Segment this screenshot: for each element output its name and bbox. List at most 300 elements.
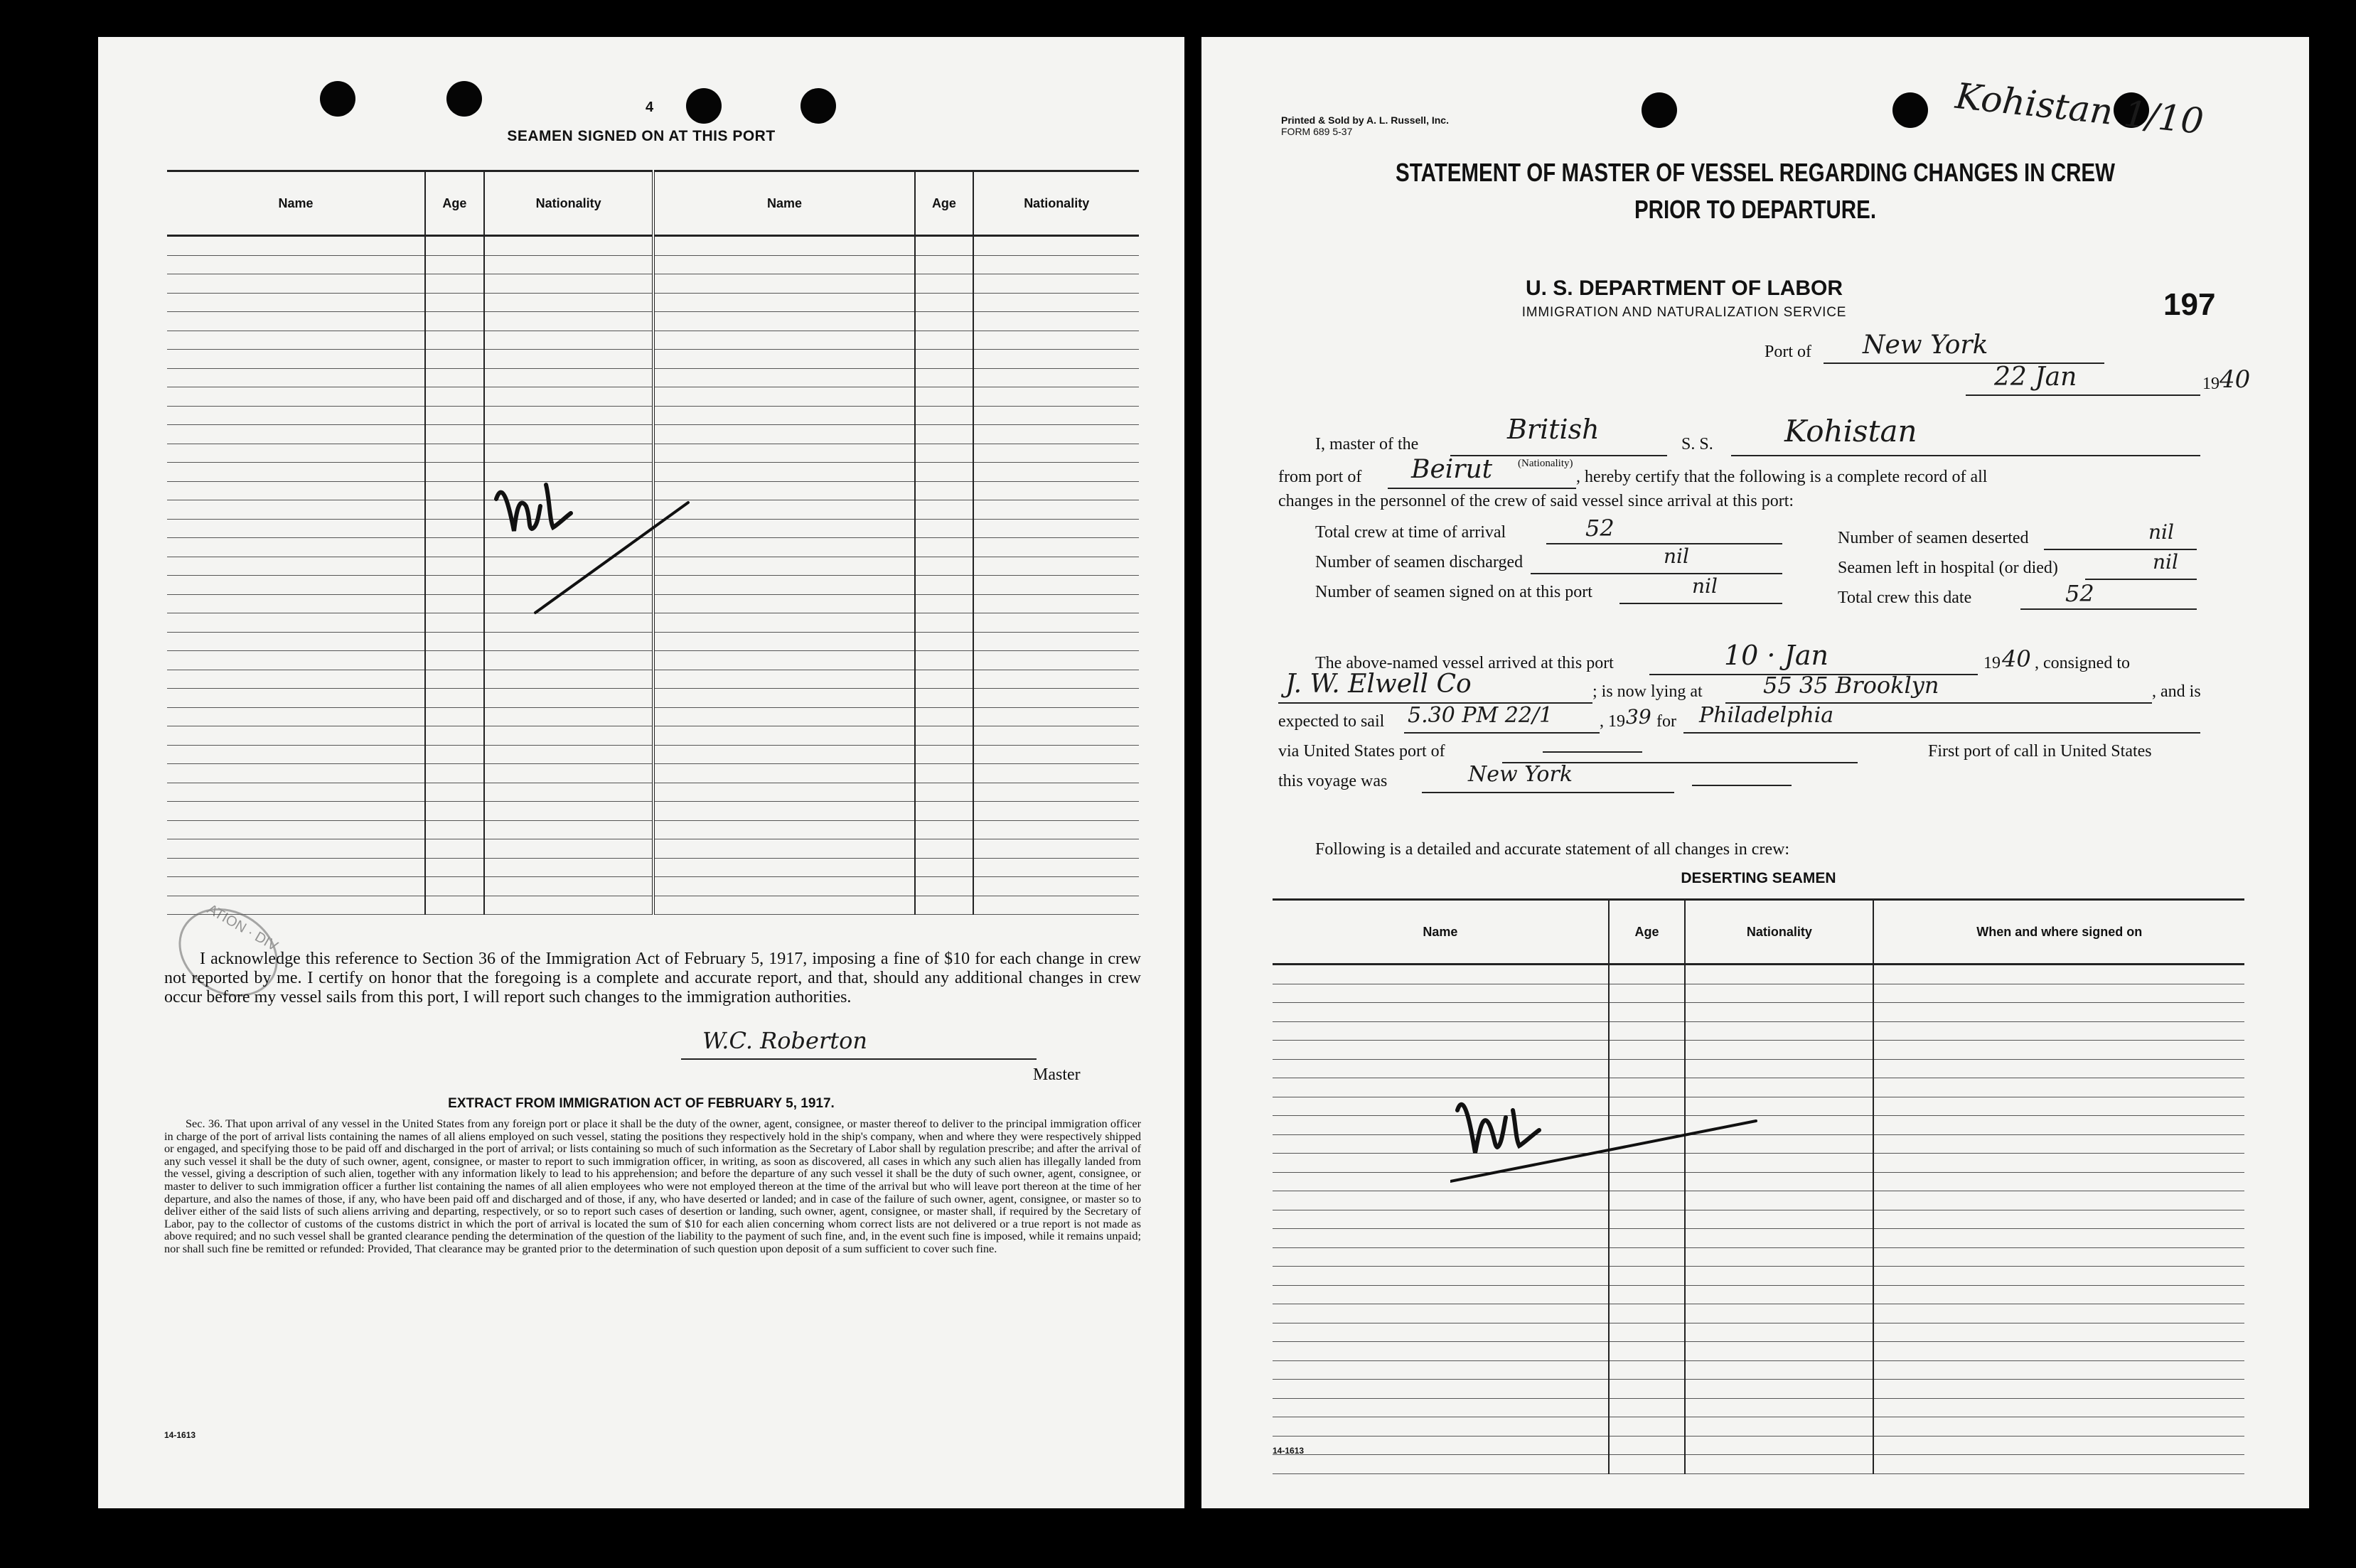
table-cell (425, 839, 484, 859)
col-header: Nationality (1685, 900, 1873, 965)
table-cell (973, 406, 1139, 425)
voyage-extra-line (1692, 785, 1792, 786)
table-cell (915, 444, 974, 463)
table-row (167, 331, 1139, 350)
table-cell (915, 519, 974, 538)
table-cell (1273, 1380, 1609, 1399)
table-row (1273, 1304, 2244, 1323)
discharged-label: Number of seamen discharged (1315, 553, 1524, 571)
table-cell (915, 651, 974, 670)
table-cell (425, 481, 484, 500)
table-cell (484, 293, 654, 312)
discharged-line (1531, 573, 1782, 574)
right-page (1201, 37, 2309, 1508)
table-cell (1609, 1003, 1686, 1022)
table-cell (915, 670, 974, 689)
table-cell (915, 557, 974, 576)
table-row (167, 387, 1139, 407)
table-cell (484, 896, 654, 915)
table-cell (1873, 1059, 2244, 1078)
total-date-line (2020, 608, 2197, 610)
handwritten-nil-mark (482, 456, 710, 627)
table-cell (425, 312, 484, 331)
table-row (167, 745, 1139, 764)
and-is-label: , and is (2152, 682, 2201, 701)
following-text: Following is a detailed and accurate statement of all changes in crew: (1315, 840, 1790, 859)
table-cell (973, 896, 1139, 915)
table-cell (653, 632, 914, 651)
table-cell (973, 820, 1139, 839)
table-cell (653, 764, 914, 783)
table-cell (973, 670, 1139, 689)
total-arrival-label: Total crew at time of arrival (1315, 523, 1506, 542)
table-cell (973, 745, 1139, 764)
table-cell (425, 463, 484, 482)
table-cell (167, 444, 425, 463)
table-cell (973, 274, 1139, 294)
consigned-label: , consigned to (2035, 654, 2130, 672)
table-cell (653, 425, 914, 444)
table-cell (915, 255, 974, 274)
table-cell (1273, 1285, 1609, 1304)
table-cell (915, 293, 974, 312)
table-cell (973, 632, 1139, 651)
table-cell (973, 255, 1139, 274)
table-cell (167, 274, 425, 294)
table-cell (1609, 1041, 1686, 1060)
table-cell (167, 368, 425, 387)
year-value: 40 (2220, 365, 2251, 394)
table-cell (973, 594, 1139, 613)
table-row (167, 312, 1139, 331)
table-cell (484, 425, 654, 444)
col-header: Name (653, 171, 914, 236)
table-cell (1273, 1247, 1609, 1267)
table-cell (915, 707, 974, 726)
table-row (167, 896, 1139, 915)
table-cell (1873, 1380, 2244, 1399)
table-cell (425, 632, 484, 651)
table-cell (1273, 1021, 1609, 1041)
col-header: Age (915, 171, 974, 236)
table-cell (1685, 1210, 1873, 1229)
table-cell (1685, 1229, 1873, 1248)
table-row (1273, 1229, 2244, 1248)
destination-value: Philadelphia (1699, 703, 1834, 728)
table-cell (973, 802, 1139, 821)
table-cell (484, 745, 654, 764)
destination-line (1683, 732, 2200, 734)
table-cell (484, 707, 654, 726)
table-row (167, 368, 1139, 387)
table-cell (653, 820, 914, 839)
table-row (1273, 1003, 2244, 1022)
table-cell (973, 613, 1139, 633)
table-cell (425, 538, 484, 557)
table-cell (425, 255, 484, 274)
arrived-year-prefix: 19 (1983, 654, 2001, 672)
table-cell (973, 293, 1139, 312)
table-row (167, 651, 1139, 670)
table-cell (425, 877, 484, 896)
hospital-line (2085, 579, 2197, 580)
certify-text: , hereby certify that the following is a complete record of all (1576, 468, 1988, 486)
table-cell (484, 877, 654, 896)
table-cell (973, 500, 1139, 520)
table-cell (653, 406, 914, 425)
table-cell (1273, 1436, 1609, 1455)
page-number: 4 (646, 100, 654, 115)
table-cell (167, 557, 425, 576)
table-cell (167, 670, 425, 689)
vessel-name: Kohistan (1784, 414, 1917, 449)
table-cell (425, 557, 484, 576)
nationality-caption: (Nationality) (1518, 458, 1573, 469)
form-title-line2: PRIOR TO DEPARTURE. (1634, 195, 1877, 224)
table-cell (915, 594, 974, 613)
table-cell (1273, 965, 1609, 984)
table-cell (1685, 1380, 1873, 1399)
table-cell (425, 707, 484, 726)
service-name: IMMIGRATION AND NATURALIZATION SERVICE (1521, 305, 1847, 320)
table-cell (915, 463, 974, 482)
table-cell (484, 820, 654, 839)
table-cell (1609, 1267, 1686, 1286)
table-cell (915, 858, 974, 877)
table-cell (915, 745, 974, 764)
table-row (1273, 1417, 2244, 1437)
table-cell (915, 896, 974, 915)
table-cell (484, 274, 654, 294)
table-cell (973, 764, 1139, 783)
table-cell (973, 368, 1139, 387)
table-row (167, 802, 1139, 821)
printer-line: Printed & Sold by A. L. Russell, Inc. (1281, 114, 1449, 126)
table-cell (973, 444, 1139, 463)
table-cell (1873, 1247, 2244, 1267)
table-cell (915, 387, 974, 407)
table-cell (167, 689, 425, 708)
table-cell (1873, 1134, 2244, 1154)
table-cell (1685, 1304, 1873, 1323)
table-cell (653, 783, 914, 802)
table-cell (1685, 1285, 1873, 1304)
table-row (167, 783, 1139, 802)
table-cell (425, 293, 484, 312)
signature-line (681, 1058, 1037, 1060)
table-cell (167, 387, 425, 407)
table-cell (915, 820, 974, 839)
table-cell (915, 613, 974, 633)
table-cell (915, 576, 974, 595)
table-row (1273, 1210, 2244, 1229)
table-cell (167, 594, 425, 613)
expected-year-prefix: , 19 (1600, 712, 1625, 731)
table-cell (973, 783, 1139, 802)
table-cell (1685, 1436, 1873, 1455)
table-cell (167, 651, 425, 670)
table-row (167, 877, 1139, 896)
table-row (167, 350, 1139, 369)
table-cell (167, 745, 425, 764)
table-cell (653, 350, 914, 369)
expected-label: expected to sail (1278, 712, 1385, 731)
table-cell (167, 839, 425, 859)
port-value: New York (1863, 331, 1988, 360)
table-cell (167, 255, 425, 274)
table-row (1273, 1342, 2244, 1361)
expected-year-value: 39 (1626, 705, 1651, 729)
table-cell (653, 274, 914, 294)
table-cell (653, 368, 914, 387)
table-row (1273, 1436, 2244, 1455)
table-cell (1685, 1041, 1873, 1060)
master-label: Master (1033, 1065, 1081, 1084)
table-cell (1873, 1417, 2244, 1437)
table-cell (1609, 965, 1686, 984)
table-cell (973, 425, 1139, 444)
signed-on-value: nil (1692, 574, 1718, 598)
table-cell (425, 236, 484, 256)
punch-hole (320, 81, 355, 117)
punch-hole (800, 88, 836, 124)
table-cell (167, 632, 425, 651)
table-cell (1685, 1360, 1873, 1380)
table-cell (1873, 1455, 2244, 1474)
table-row (167, 274, 1139, 294)
table-cell (167, 707, 425, 726)
table-cell (915, 312, 974, 331)
total-arrival-value: 52 (1585, 515, 1615, 542)
table-cell (1273, 1398, 1609, 1417)
table-row (167, 425, 1139, 444)
table-cell (1873, 1078, 2244, 1097)
table-row (1273, 965, 2244, 984)
table-cell (484, 255, 654, 274)
table-row (1273, 1455, 2244, 1474)
table-row (167, 670, 1139, 689)
expected-line (1404, 732, 1600, 734)
table-cell (653, 236, 914, 256)
table-cell (1685, 1267, 1873, 1286)
lying-value: 55 35 Brooklyn (1763, 672, 1939, 699)
table-cell (425, 689, 484, 708)
punch-hole (1642, 92, 1677, 128)
document-number: 197 (2163, 287, 2216, 322)
table-cell (915, 274, 974, 294)
table-cell (1873, 1398, 2244, 1417)
date-value: 22 Jan (1994, 363, 2077, 392)
extract-title: EXTRACT FROM IMMIGRATION ACT OF FEBRUARY 5, 1917. (448, 1096, 835, 1111)
deserted-value: nil (2148, 520, 2174, 544)
table-row (1273, 1021, 2244, 1041)
table-row (167, 406, 1139, 425)
vessel-line (1731, 455, 2200, 456)
arrived-value: 10 · Jan (1724, 640, 1828, 671)
table-cell (653, 839, 914, 859)
punch-hole (446, 81, 482, 117)
date-line (1966, 394, 2200, 396)
table-row (167, 255, 1139, 274)
table-cell (653, 726, 914, 746)
first-port-label: First port of call in United States (1928, 742, 2152, 761)
table-cell (973, 312, 1139, 331)
table-cell (1873, 965, 2244, 984)
table-cell (1685, 1247, 1873, 1267)
certify-text-2: changes in the personnel of the crew of said vessel since arrival at this port: (1278, 492, 1794, 510)
table-cell (484, 236, 654, 256)
extract-text: Sec. 36. That upon arrival of any vessel in the United States from any foreign port or place it shall be the duty of the owner, agent, consignee, or master thereof to deliver to the principal immigration officer in charge of the port of arrival lists containing the names of all aliens employed on such vessel, stating the positions they respectively hold in the ship's company, when and where they were respectively shipped or engaged, and specifying those to be paid off and discharged in the port of arrival; or lists containing so much of such information as the Secretary of Labor shall by regulation prescribe; and after the arrival of any such vessel it shall be the duty of such owner, agent, consignee, or master to report to such immigration officer, in writing, as soon as discovered, all cases in which any such alien has illegally landed from the vessel, giving a description of such alien, together with any information likely to lead to his apprehension; and before the departure of any such vessel it shall be the duty of such owner, agent, consignee, or master to deliver to such immigration officer a further list containing the names of all alien employees who were not employed thereon at the time of the arrival but who will leave port thereon at the time of her departure, and also the names of those, if any, who have been paid off and discharged and of those, if any, who have deserted or landed; and in case of the failure of such owner, agent, consignee, or master so to deliver either of the said lists of such aliens arriving and departing, respectively, or so to report such cases of desertion or landing, such owner, agent, consignee, or master shall, if required by the Secretary of Labor, pay to the collector of customs of the customs district in which the port of arrival is located the sum of $10 for each alien concerning whom correct lists are not delivered or a true report is not made as above required; and no such vessel shall be granted clearance pending the determination of the question of the liability to the payment of such fine, and, in the event such fine is imposed, while it remains unpaid; nor shall such fine be remitted or refunded: Provided, That clearance may be granted prior to the determination of such question upon deposit of a sum sufficient to cover such fine. (164, 1117, 1141, 1255)
table-cell (425, 726, 484, 746)
table-cell (1685, 1417, 1873, 1437)
table-cell (915, 368, 974, 387)
voyage-line (1422, 792, 1674, 793)
arrived-year-value: 40 (2002, 645, 2031, 672)
table-cell (167, 463, 425, 482)
table-cell (1273, 1304, 1609, 1323)
voyage-label: this voyage was (1278, 772, 1388, 790)
table-cell (973, 576, 1139, 595)
table-row (167, 236, 1139, 256)
form-code: 14-1613 (1273, 1446, 1305, 1456)
table-cell (1273, 1229, 1609, 1248)
expected-value: 5.30 PM 22/1 (1408, 703, 1553, 728)
table-row (167, 764, 1139, 783)
table-cell (1609, 1455, 1686, 1474)
table-row (1273, 1285, 2244, 1304)
table-cell (425, 613, 484, 633)
table-cell (653, 858, 914, 877)
table-cell (1685, 1021, 1873, 1041)
total-date-label: Total crew this date (1838, 589, 1972, 607)
for-label: for (1656, 712, 1676, 731)
table-cell (1273, 984, 1609, 1003)
table-cell (1609, 1229, 1686, 1248)
table-cell (1873, 1003, 2244, 1022)
table-cell (973, 557, 1139, 576)
hospital-label: Seamen left in hospital (or died) (1838, 559, 2058, 577)
table-cell (425, 670, 484, 689)
table-cell (484, 802, 654, 821)
table-cell (653, 293, 914, 312)
table-cell (1873, 1267, 2244, 1286)
table-cell (1873, 1229, 2244, 1248)
table-cell (484, 670, 654, 689)
table-cell (653, 331, 914, 350)
table-cell (167, 312, 425, 331)
table-cell (484, 783, 654, 802)
table-cell (915, 764, 974, 783)
table-cell (1685, 965, 1873, 984)
table-cell (1609, 1285, 1686, 1304)
table-cell (915, 839, 974, 859)
table-cell (425, 368, 484, 387)
table-cell (915, 500, 974, 520)
table-cell (1609, 1247, 1686, 1267)
table-cell (425, 802, 484, 821)
table-cell (1273, 1360, 1609, 1380)
stamp-text: ATION · DIV (204, 901, 281, 955)
table-cell (425, 444, 484, 463)
table-cell (167, 820, 425, 839)
table-cell (1873, 984, 2244, 1003)
punch-hole (686, 88, 722, 124)
section-title: SEAMEN SIGNED ON AT THIS PORT (507, 128, 776, 144)
table-cell (973, 877, 1139, 896)
table-row (1273, 1360, 2244, 1380)
table-cell (653, 255, 914, 274)
table-cell (1609, 1417, 1686, 1437)
table-cell (484, 406, 654, 425)
table-row (167, 839, 1139, 859)
table-cell (484, 651, 654, 670)
corner-note: Kohistan 1/10 (1953, 75, 2206, 143)
deserting-title: DESERTING SEAMEN (1681, 870, 1836, 886)
table-cell (1609, 1323, 1686, 1342)
table-cell (915, 236, 974, 256)
table-cell (1609, 1398, 1686, 1417)
table-cell (973, 689, 1139, 708)
table-row (1273, 984, 2244, 1003)
table-cell (1685, 1323, 1873, 1342)
table-cell (1609, 984, 1686, 1003)
table-cell (167, 783, 425, 802)
table-cell (1685, 1342, 1873, 1361)
table-cell (915, 632, 974, 651)
table-cell (484, 331, 654, 350)
table-cell (1873, 1097, 2244, 1116)
table-cell (915, 350, 974, 369)
table-cell (1873, 1342, 2244, 1361)
col-header: Nationality (973, 171, 1139, 236)
table-cell (915, 783, 974, 802)
lying-label: ; is now lying at (1592, 682, 1703, 701)
table-cell (1273, 1417, 1609, 1437)
table-cell (167, 500, 425, 520)
table-cell (1685, 1398, 1873, 1417)
table-cell (167, 726, 425, 746)
table-cell (425, 519, 484, 538)
table-cell (653, 745, 914, 764)
table-cell (425, 274, 484, 294)
table-cell (973, 236, 1139, 256)
table-cell (653, 312, 914, 331)
discharged-value: nil (1664, 544, 1689, 568)
table-cell (1685, 984, 1873, 1003)
table-cell (915, 726, 974, 746)
via-label: via United States port of (1278, 742, 1445, 761)
table-cell (653, 670, 914, 689)
signed-on-label: Number of seamen signed on at this port (1315, 583, 1592, 601)
table-cell (653, 896, 914, 915)
hospital-value: nil (2153, 550, 2178, 574)
table-cell (1273, 1210, 1609, 1229)
table-cell (167, 481, 425, 500)
form-title-line1: STATEMENT OF MASTER OF VESSEL REGARDING CHANGES IN CREW (1396, 158, 2115, 187)
nationality-value: British (1507, 414, 1600, 445)
port-label: Port of (1765, 343, 1811, 361)
col-header: Nationality (484, 171, 654, 236)
table-cell (425, 745, 484, 764)
table-row (1273, 1247, 2244, 1267)
table-row (167, 689, 1139, 708)
table-cell (425, 576, 484, 595)
table-cell (1273, 1041, 1609, 1060)
table-cell (1873, 1191, 2244, 1210)
table-cell (1273, 1003, 1609, 1022)
table-cell (484, 858, 654, 877)
table-cell (167, 877, 425, 896)
